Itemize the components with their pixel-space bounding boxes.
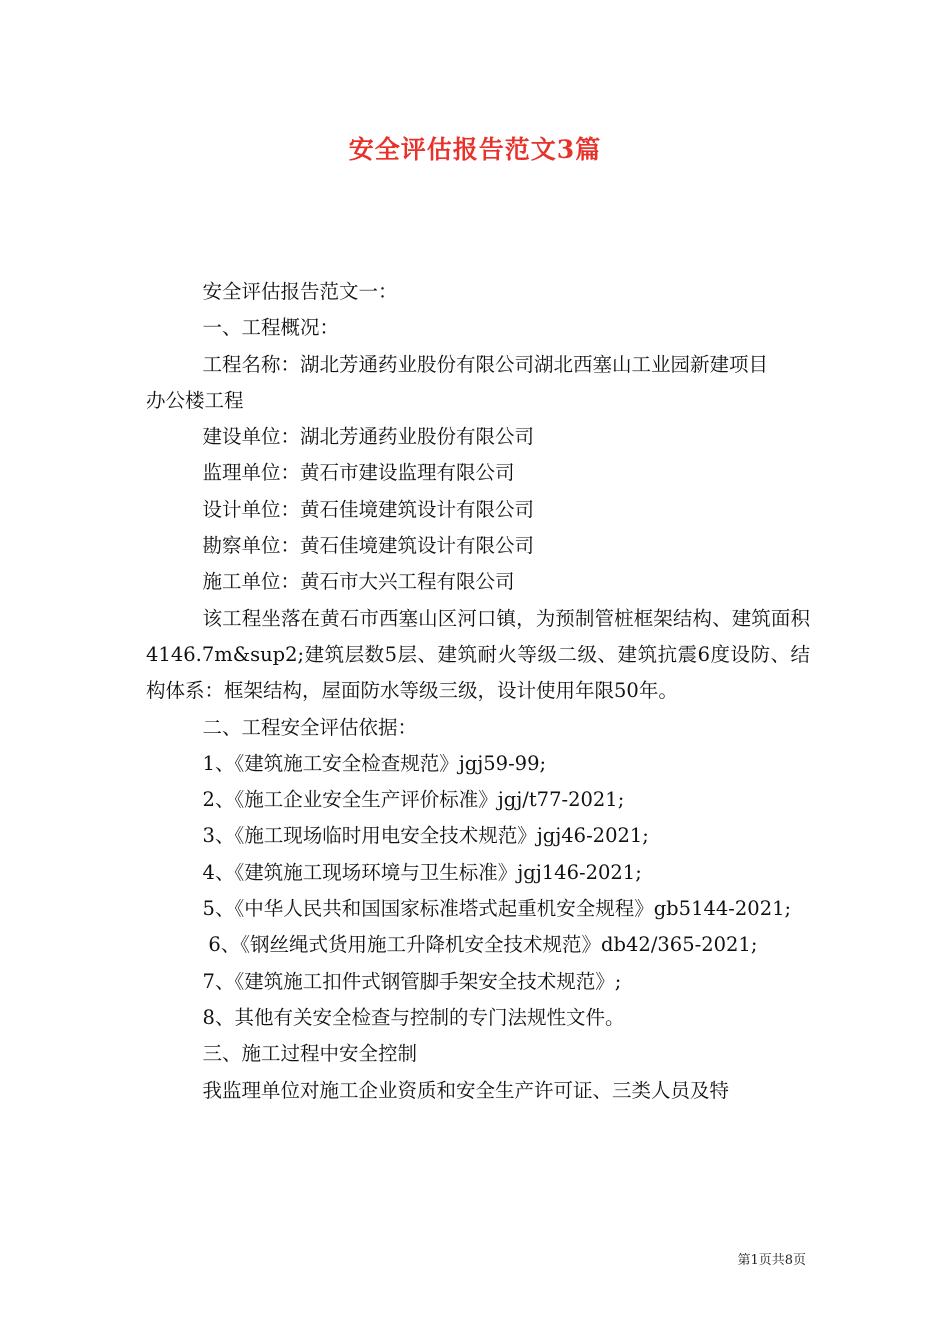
paragraph-intro: 安全评估报告范文一：	[202, 280, 398, 303]
basis-item: 4、《建筑施工现场环境与卫生标准》jgj146-2021;	[202, 860, 642, 884]
survey-unit: 勘察单位：黄石佳境建筑设计有限公司	[202, 534, 535, 558]
design-unit: 设计单位：黄石佳境建筑设计有限公司	[202, 497, 535, 521]
page-number: 第1页共8页	[737, 1253, 806, 1268]
basis-item: 1、《建筑施工安全检查规范》jgj59-99;	[202, 751, 547, 775]
project-name: 工程名称：湖北芳通药业股份有限公司湖北西塞山工业园新建项目办公楼工程	[146, 352, 769, 412]
basis-item: 8、其他有关安全检查与控制的专门法规性文件。	[202, 1005, 625, 1029]
heading-basis: 二、工程安全评估依据：	[202, 715, 418, 739]
basis-item: 6、《钢丝绳式货用施工升降机安全技术规范》db42/365-2021;	[208, 933, 758, 957]
basis-item: 2、《施工企业安全生产评价标准》jgj/t77-2021;	[202, 788, 625, 812]
paragraph-safety-control: 我监理单位对施工企业资质和安全生产许可证、三类人员及特	[202, 1078, 730, 1102]
project-description: 该工程坐落在黄石市西塞山区河口镇，为预制管桩框架结构、建筑面积4146.7m&sup2;建筑层数5层、建筑耐火等级二级、建筑抗震6度设防、结构体系：框架结构，屋面防水等级三级，设计使用年限50年。	[146, 606, 810, 703]
basis-item: 3、《施工现场临时用电安全技术规范》jgj46-2021;	[202, 824, 649, 848]
document-body	[146, 274, 810, 1109]
supervision-unit: 监理单位：黄石市建设监理有限公司	[202, 461, 515, 485]
basis-item: 7、《建筑施工扣件式钢管脚手架安全技术规范》;	[202, 969, 622, 993]
heading-safety-control: 三、施工过程中安全控制	[202, 1042, 418, 1066]
basis-item: 5、《中华人民共和国国家标准塔式起重机安全规程》gb5144-2021;	[202, 897, 792, 921]
construction-unit: 建设单位：湖北芳通药业股份有限公司	[202, 425, 535, 449]
builder-unit: 施工单位：黄石市大兴工程有限公司	[202, 570, 515, 594]
document-title: 安全评估报告范文3篇	[348, 135, 602, 164]
heading-overview: 一、工程概况：	[202, 316, 340, 340]
